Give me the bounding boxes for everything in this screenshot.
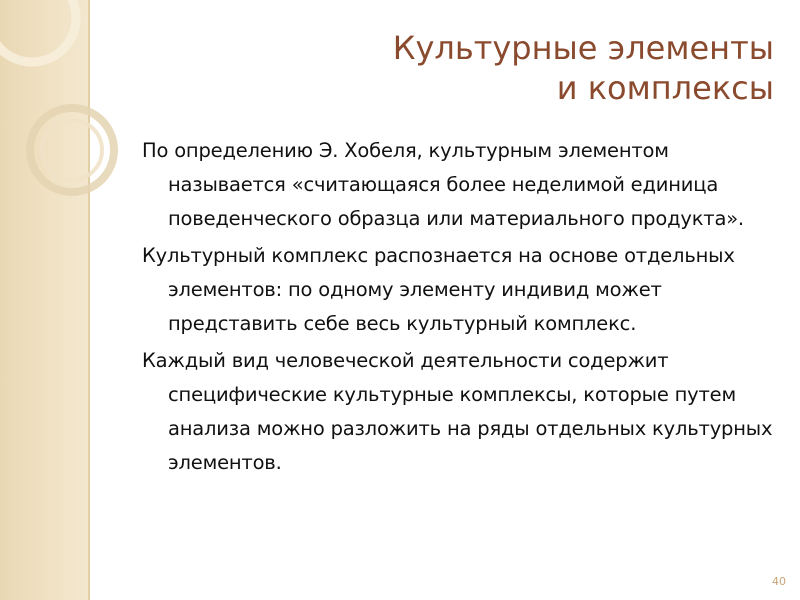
title-line-2: и комплексы bbox=[556, 69, 774, 107]
slide-body bbox=[142, 134, 782, 483]
paragraph-1: По определению Э. Хобеля, культурным элементом называется «считающаяся более неделимой единица поведенческого образца или материального продукта». bbox=[142, 139, 744, 230]
band-edge-line bbox=[88, 0, 90, 600]
paragraph-3: Каждый вид человеческой деятельности содержит специфические культурные комплексы, которые путем анализа можно разложить на ряды отдельных культурных элементов. bbox=[142, 349, 773, 474]
paragraph-2: Культурный комплекс распознается на основе отдельных элементов: по одному элементу индивид может представить себе весь культурный комплекс. bbox=[142, 244, 735, 335]
slide-title bbox=[174, 28, 774, 108]
left-decorative-band bbox=[0, 0, 88, 600]
page-number: 40 bbox=[772, 575, 786, 588]
title-line-1: Культурные элементы bbox=[392, 29, 774, 67]
